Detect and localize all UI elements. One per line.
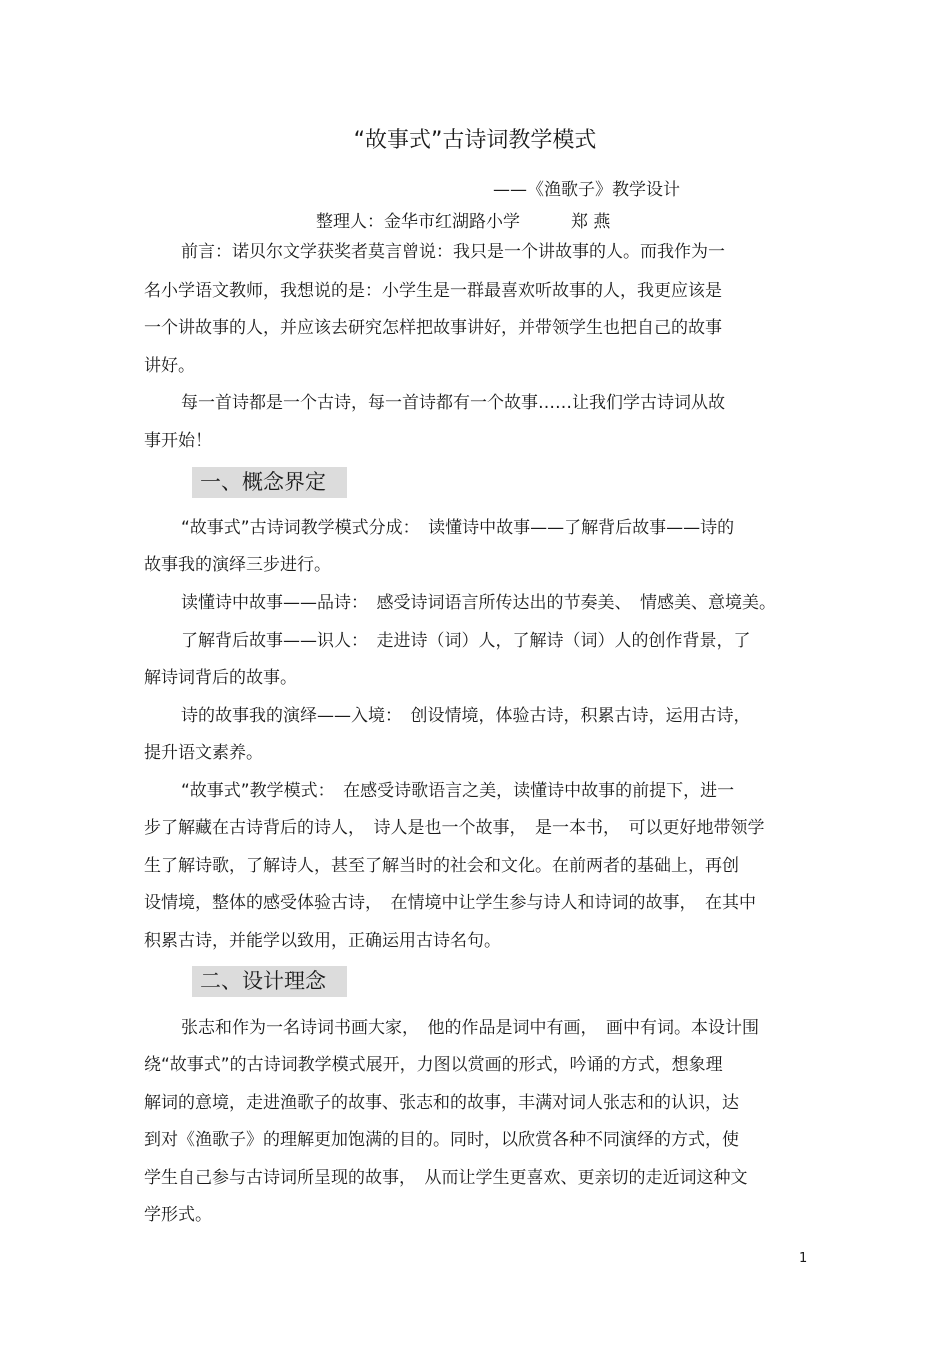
section-heading: 一、概念界定 xyxy=(200,470,326,494)
preface-line: 前言：诺贝尔文学获奖者莫言曾说：我只是一个讲故事的人。而我作为一 xyxy=(181,242,725,262)
body-line: 到对《渔歌子》的理解更加饱满的目的。同时，以欣赏各种不同演绎的方式，使 xyxy=(144,1130,739,1150)
intro-line: 事开始！ xyxy=(144,431,212,451)
body-line: 张志和作为一名诗词书画大家， 他的作品是词中有画， 画中有词。本设计围 xyxy=(181,1018,759,1038)
body-line: 步了解藏在古诗背后的诗人， 诗人是也一个故事， 是一本书， 可以更好地带领学 xyxy=(144,818,765,838)
section-heading-box xyxy=(192,966,347,997)
body-line: 诗的故事我的演绎——入境： 创设情境，体验古诗，积累古诗，运用古诗， xyxy=(181,706,751,726)
intro-line: 每一首诗都是一个古诗，每一首诗都有一个故事……让我们学古诗词从故 xyxy=(181,393,725,413)
body-line: 了解背后故事——识人： 走进诗（词）人，了解诗（词）人的创作背景，了 xyxy=(181,631,751,651)
body-line: 学形式。 xyxy=(144,1205,212,1225)
body-line: “故事式”教学模式： 在感受诗歌语言之美，读懂诗中故事的前提下，进一 xyxy=(181,781,735,801)
body-line: 绕“故事式”的古诗词教学模式展开，力图以赏画的形式，吟诵的方式，想象理 xyxy=(144,1055,723,1075)
body-line: 积累古诗，并能学以致用，正确运用古诗名句。 xyxy=(144,931,501,951)
preface-line: 一个讲故事的人，并应该去研究怎样把故事讲好，并带领学生也把自己的故事 xyxy=(144,318,722,338)
preface-line: 名小学语文教师，我想说的是：小学生是一群最喜欢听故事的人，我更应该是 xyxy=(144,281,722,301)
body-line: 读懂诗中故事——品诗： 感受诗词语言所传达出的节奏美、 情感美、意境美。 xyxy=(181,593,776,613)
body-line: 学生自己参与古诗词所呈现的故事， 从而让学生更喜欢、更亲切的走近词这种文 xyxy=(144,1168,748,1188)
body-line: 生了解诗歌，了解诗人，甚至了解当时的社会和文化。在前两者的基础上，再创 xyxy=(144,856,739,876)
document-title: “故事式”古诗词教学模式 xyxy=(353,128,597,153)
author-line: 整理人：金华市红湖路小学 郑 燕 xyxy=(316,212,611,232)
body-line: 解词的意境，走进渔歌子的故事、张志和的故事，丰满对词人张志和的认识，达 xyxy=(144,1093,739,1113)
document-subtitle: ——《渔歌子》教学设计 xyxy=(493,180,680,200)
preface-line: 讲好。 xyxy=(144,356,195,376)
section-heading-box xyxy=(192,467,347,498)
body-line: 提升语文素养。 xyxy=(144,743,263,763)
body-line: 设情境，整体的感受体验古诗， 在情境中让学生参与诗人和诗词的故事， 在其中 xyxy=(144,893,756,913)
page-number: 1 xyxy=(799,1251,808,1266)
body-line: 故事我的演绎三步进行。 xyxy=(144,555,331,575)
section-heading: 二、设计理念 xyxy=(200,969,326,993)
body-line: “故事式”古诗词教学模式分成： 读懂诗中故事——了解背后故事——诗的 xyxy=(181,518,735,538)
body-line: 解诗词背后的故事。 xyxy=(144,668,297,688)
